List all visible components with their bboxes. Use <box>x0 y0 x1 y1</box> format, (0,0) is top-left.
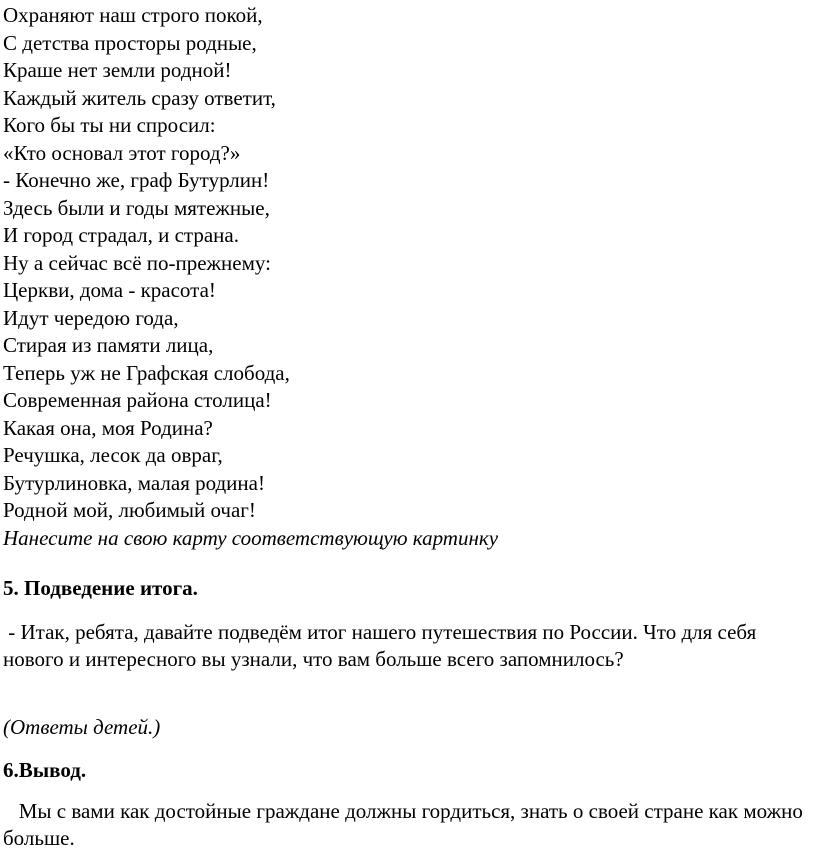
poem-line: Охраняют наш строго покой, <box>3 3 263 27</box>
poem-line: Церкви, дома - красота! <box>3 278 216 302</box>
poem-line: С детства просторы родные, <box>3 30 257 55</box>
poem-line: Речушка, лесок да овраг, <box>3 443 223 467</box>
map-instruction: Нанесите на свою карту соответствующую картинку <box>3 525 499 550</box>
poem-line: Бутурлиновка, малая родина! <box>3 470 265 495</box>
poem-line: Современная района столица! <box>3 388 272 412</box>
poem <box>3 2 803 552</box>
poem-line: Ну а сейчас всё по-прежнему: <box>3 250 271 275</box>
poem-line: «Кто основал этот город?» <box>3 140 241 165</box>
poem-line: Кого бы ты ни спросил: <box>3 113 216 137</box>
poem-line: Каждый житель сразу ответит, <box>3 85 276 110</box>
section-6-heading: 6.Вывод. <box>3 758 87 782</box>
poem-line: Стирая из памяти лица, <box>3 333 214 357</box>
poem-line: Родной мой, любимый очаг! <box>3 498 256 522</box>
section-5-heading: 5. Подведение итога. <box>3 576 198 600</box>
poem-line: Краше нет земли родной! <box>3 58 232 82</box>
poem-line: Здесь были и годы мятежные, <box>3 195 270 220</box>
poem-line: И город страдал, и страна. <box>3 223 239 247</box>
section-6-paragraph: Мы с вами как достойные граждане должны гордиться, знать о своей стране как можно больше. <box>3 799 809 850</box>
section-5-paragraph: - Итак, ребята, давайте подведём итог нашего путешествия по России. Что для себя нового и интересного вы узнали, что вам больше всего запомнилось? <box>3 620 762 671</box>
poem-line: Идут чередою года, <box>3 305 179 330</box>
children-answers-note: (Ответы детей.) <box>3 715 161 739</box>
poem-line: Какая она, моя Родина? <box>3 415 213 440</box>
poem-line: Теперь уж не Графская слобода, <box>3 360 290 385</box>
poem-line: - Конечно же, граф Бутурлин! <box>3 168 270 192</box>
